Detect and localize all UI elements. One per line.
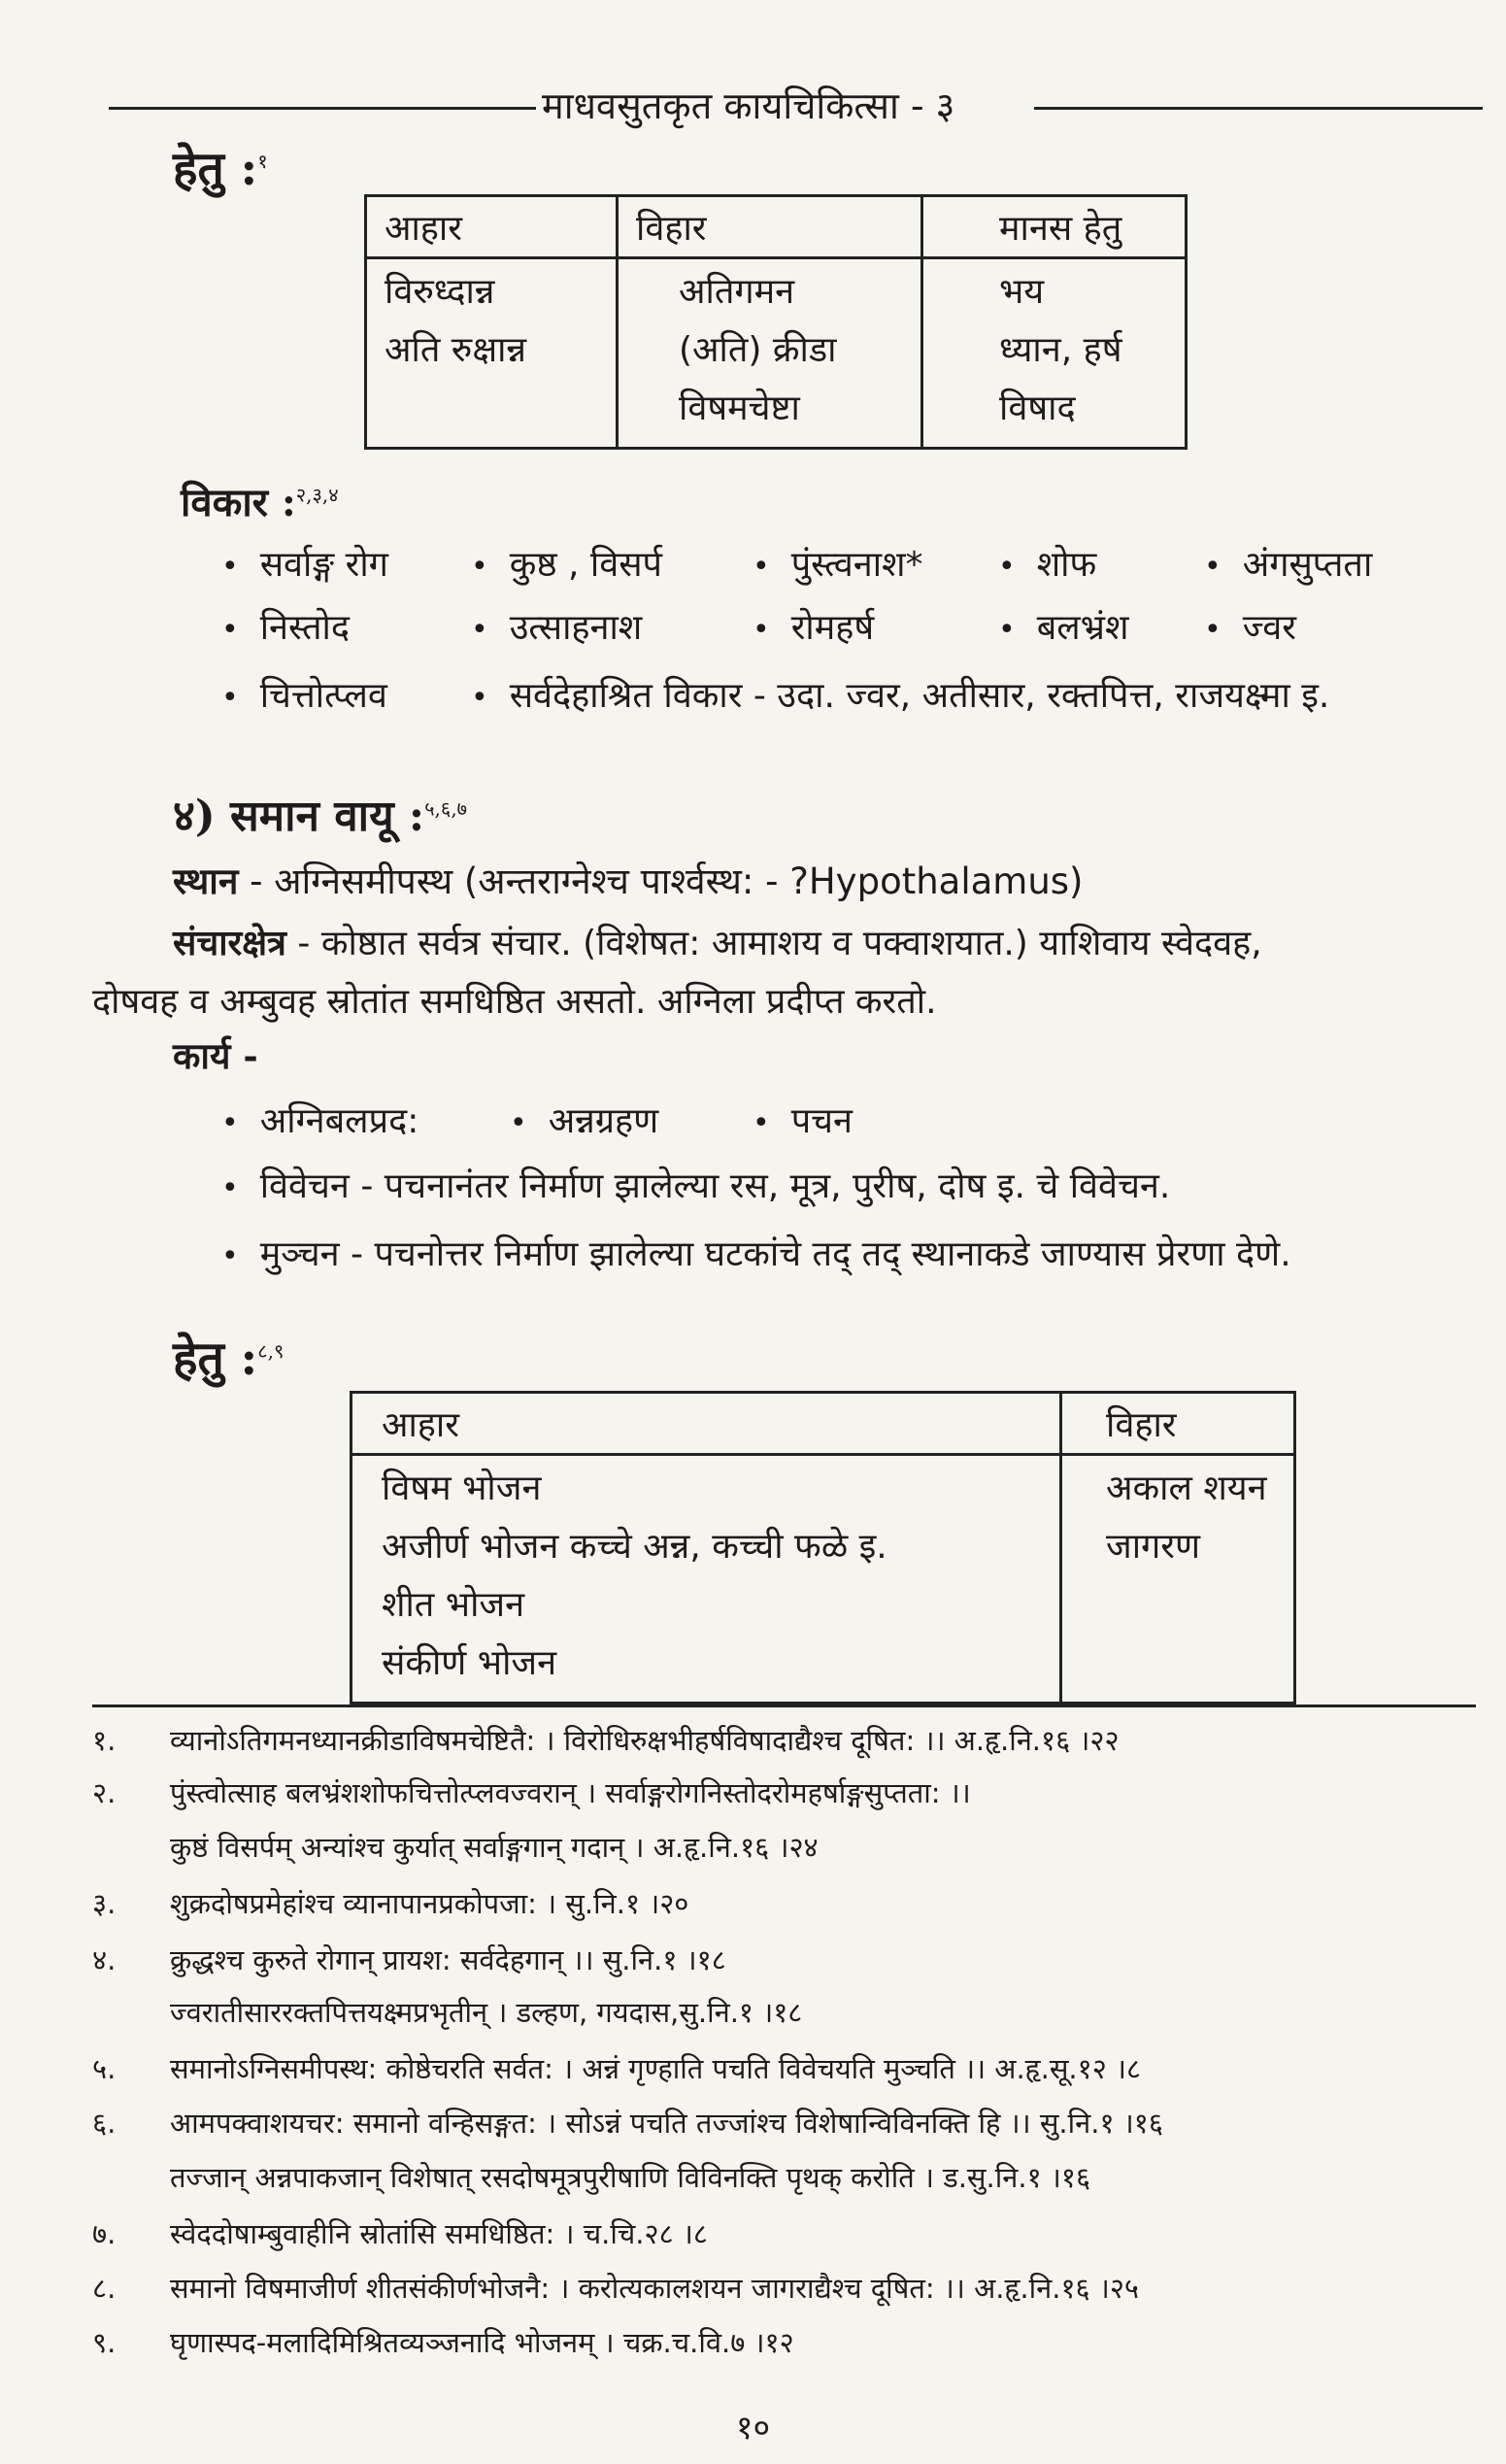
vikar-item: • रोमहर्ष	[753, 602, 874, 650]
header-rule-right	[1034, 107, 1483, 110]
vikar-item: • ज्वर	[1204, 602, 1296, 650]
karya-item: • विवेचन - पचनानंतर निर्माण झालेल्या रस, मूत्र, पुरीष, दोष इ. चे विवेचन.	[221, 1161, 1170, 1208]
sanchar-line: संचारक्षेत्र - कोष्ठात सर्वत्र संचार. (विशेषत: आमाशय व पक्वाशयात.) याशिवाय स्वेदवह,	[173, 923, 1262, 963]
sthan-label: स्थान	[173, 860, 239, 902]
table2-col-ahar: विषम भोजन अजीर्ण भोजन कच्चे अन्न, कच्ची फळे इ. शीत भोजन संकीर्ण भोजन	[351, 1455, 1061, 1704]
table2-header-ahar: आहार	[351, 1393, 1061, 1455]
sthan-line: स्थान - अग्निसमीपस्थ (अन्तराग्नेश्च पार्श्वस्थ: - ?Hypothalamus)	[173, 860, 1084, 902]
table2-header-vihar: विहार	[1061, 1393, 1295, 1455]
table1-header-ahar: आहार	[366, 196, 618, 258]
table1-col-ahar: विरुध्दान्न अति रुक्षान्न	[366, 258, 618, 449]
vikar-item: • उत्साहनाश	[471, 602, 642, 650]
footnote-rule	[92, 1705, 1476, 1707]
vikar-item: • पुंस्त्वनाश*	[753, 539, 923, 587]
table2-col-vihar: अकाल शयन जागरण	[1061, 1455, 1295, 1704]
karya-item: • अग्निबलप्रद:	[221, 1096, 418, 1143]
hetu-heading-2: हेतु :$^{८,९}$	[173, 1332, 284, 1386]
page-number: १०	[735, 2409, 771, 2447]
karya-item: • अन्नग्रहण	[510, 1096, 658, 1143]
header-rule-left	[109, 107, 536, 110]
karya-item: • पचन	[753, 1096, 853, 1143]
saman-vayu-heading: ४) समान वायू :$^{५,६,७}$	[173, 792, 468, 841]
table1-header-manas: मानस हेतु	[922, 196, 1187, 258]
vikar-heading: विकार :$^{२,३,४}$	[181, 480, 339, 525]
vikar-item: • चित्तोत्प्लव	[221, 670, 387, 718]
vikar-item: • निस्तोद	[221, 602, 350, 650]
hetu-table-2	[350, 1391, 1296, 1705]
table1-col-vihar: अतिगमन (अति) क्रीडा विषमचेष्टा	[618, 258, 922, 449]
vikar-item: • बलभ्रंश	[998, 602, 1128, 650]
vikar-item: • सर्वाङ्ग रोग	[221, 539, 388, 587]
hetu-table-1	[364, 194, 1188, 450]
page-header-title: माधवसुतकृत कायचिकित्सा - ३	[542, 84, 955, 127]
hetu-heading-1: हेतु :$^१$	[173, 142, 268, 196]
vikar-item: • कुष्ठ , विसर्प	[471, 539, 662, 587]
karya-item: • मुञ्चन - पचनोत्तर निर्माण झालेल्या घटकांचे तद् तद् स्थानाकडे जाण्यास प्रेरणा देणे.	[221, 1229, 1291, 1276]
table1-col-manas: भय ध्यान, हर्ष विषाद	[922, 258, 1187, 449]
sanchar-label: संचारक्षेत्र	[173, 923, 286, 963]
sanchar-line-2: दोषवह व अम्बुवह स्रोतांत समधिष्ठित असतो. अग्निला प्रदीप्त करतो.	[92, 982, 937, 1022]
vikar-item: • अंगसुप्तता	[1204, 539, 1372, 587]
vikar-item: • शोफ	[998, 539, 1096, 587]
karya-label: कार्य -	[173, 1034, 258, 1077]
table1-header-vihar: विहार	[618, 196, 922, 258]
vikar-item: • सर्वदेहाश्रित विकार - उदा. ज्वर, अतीसार, रक्तपित्त, राजयक्ष्मा इ.	[471, 670, 1329, 718]
